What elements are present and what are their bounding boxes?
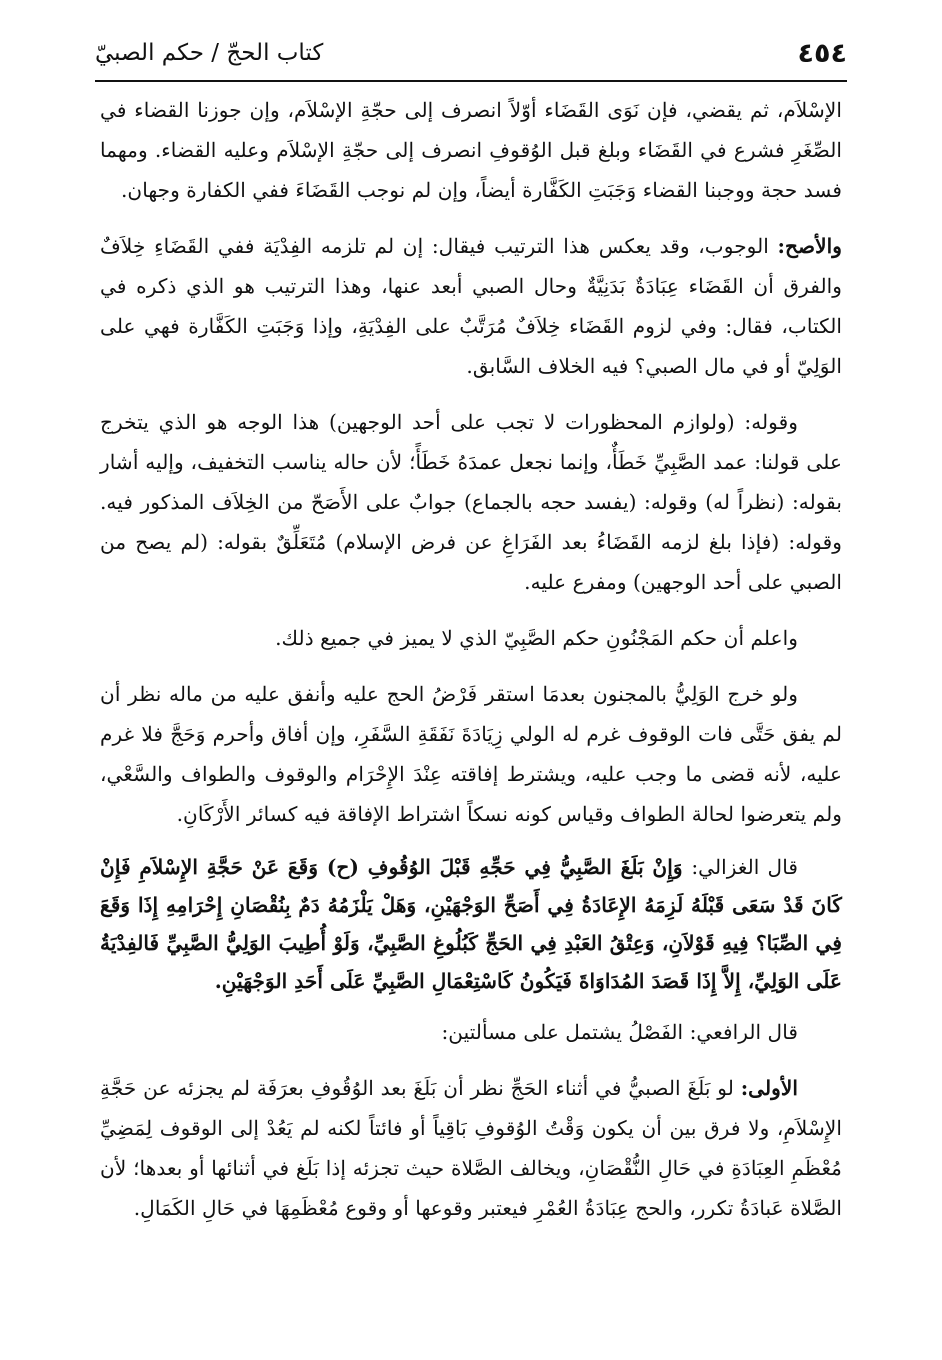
paragraph-2-text: الوجوب، وقد يعكس هذا الترتيب فيقال: إن لم تلزمه الفِدْيَة ففي القَضَاءِ خِلاَفٌ والفرق أن القَضَاء عِبَادَةٌ بَدَنِيَّةٌ وحال الصبي أبعد عنها، وهذا الترتيب هو الذي ذكره في الكتاب، فقال: وفي لزوم القَضَاء خِلاَفٌ مُرَتَّبٌ على الفِدْيَةِ، وإذا وَجَبَتِ الكَفَّارة فهي على الوَلِيّ أو في مال الصبي؟ فيه الخلاف السَّابق. (100, 234, 842, 378)
page-header (95, 38, 847, 78)
paragraph-3: وقوله: (ولوازم المحظورات لا تجب على أحد الوجهين) هذا الوجه هو الذي يتخرج على قولنا: عمد الصَّبِيِّ خَطَأٌ، وإنما نجعل عمدَهُ خَطَأً؛ لأن حاله يناسب التخفيف، وإليه أشار بقوله: (نظراً له) وقوله: (يفسد حجه بالجماع) جوابٌ على الأَصَحّ من الخِلاَف المذكور فيه. وقوله: (فإذا بلغ لزمه القَضَاءُ بعد الفَرَاغِ عن فرض الإسلام) مُتَعَلِّقٌ بقوله: (لم يصح من الصبي على أحد الوجهين) ومفرع عليه. (100, 410, 842, 594)
paragraph-4: واعلم أن حكم المَجْنُونِ حكم الصَّبِيّ الذي لا يميز في جميع ذلك. (275, 626, 798, 650)
page-body (100, 90, 842, 1234)
paragraph-1: الإسْلاَم، ثم يقضي، فإن نَوَى القَضَاء أوّلاً انصرف إلى حجّةِ الإسْلاَم، وإن جوزنا القضاء في الصِّغَرِ فشرع في القَضَاء وبلغ قبل الوُقوفِ انصرف إلى حجّةِ الإسْلاَم وعليه القضاء. ومهما فسد حجة ووجبنا القضاء وَجَبَتِ الكَفَّارة أيضاً، وإن لم نوجب القَضَاءَ ففي الكفارة وجهان. (100, 98, 842, 202)
paragraph-2 (100, 226, 842, 386)
ghazali-lead: قال الغزالي: (691, 855, 799, 879)
header-rule (95, 80, 847, 82)
rafii-line: قال الرافعي: الفَصْلُ يشتمل على مسألتين: (441, 1020, 798, 1044)
paragraph-6-lead: الأولى: (740, 1076, 798, 1100)
paragraph-2-lead: والأصح: (777, 234, 842, 258)
paragraph-6-text: لو بَلَغَ الصبيُّ في أثناء الحَجِّ نظر أن بَلَغَ بعد الوُقُوفِ بعرَفَة لم يجزئه عن حَجَّةِ الإِسْلاَمِ، ولا فرق بين أن يكون وَقْتُ الوُقوفِ بَاقِياً أو فائتاً لكنه لم يَعُدْ إلى الوقوف لِمَضِيِّ مُعْظَمِ العِبَادَةِ في حَالِ النُّقْصَانِ، ويخالف الصَّلاة حيث تجزئه إذا بَلَغ في أثنائها أو بعدها؛ لأن الصَّلاة عَبادَةُ تكرر، والحج عِبَادَةُ العُمْرِ فيعتبر وقوعها أو وقوع مُعْظَمِهَا في حَالِ الكَمَالِ. (100, 1076, 842, 1220)
ghazali-quote (100, 848, 842, 1000)
ghazali-text: وَإِنْ بَلَغَ الصَّبِيُّ فِي حَجِّهِ قَبْلَ الوُقُوفِ (ح) وَقَعَ عَنْ حَجَّةِ الإِسْلاَمِ فَإِنْ كَانَ قَدْ سَعَى قَبْلَهُ لَزِمَهُ الإِعَادَةُ فِي أَصَحِّ الوَجْهَيْنِ، وَهَلْ يَلْزَمُهُ دَمٌ بِنُقْصَانِ إِحْرَامِهِ إِذَا وَقَعَ فِي الصِّبَا؟ فِيهِ قَوْلاَنِ، وَعِتْقُ العَبْدِ فِي الحَجِّ كَبُلُوغِ الصَّبِيِّ، وَلَوْ أُطِيبَ الوَلِيُّ الصَّبِيِّ فَالفِدْيَةُ عَلَى الوَلِيِّ، إِلاَّ إِذَا قَصَدَ المُدَاوَاةَ فَيَكُونُ كَاسْتِعْمَالِ الصَّبِيِّ عَلَى أَحَدِ الوَجْهَيْنِ. (100, 855, 842, 993)
paragraph-5: ولو خرج الوَلِيُّ بالمجنون بعدمَا استقر فَرْضُ الحج عليه وأنفق عليه من ماله نظر أن لم يفق حَتَّى فات الوقوف غرم له الولي زِيَادَةَ نَفَقَةِ السَّفَرِ، وإن أفاق وأحرم وَحَجَّ فلا غرم عليه، لأنه قضى ما وجب عليه، ويشترط إفاقته عِنْدَ الإِحْرَام والوقوف والطواف والسَّعْي، ولم يتعرضوا لحالة الطواف وقياس كونه نسكاً اشتراط الإفاقة فيه كسائر الأَرْكَانِ. (100, 682, 842, 826)
running-title: كتاب الحجّ / حكم الصبيّ (95, 40, 324, 66)
page-number: ٤٥٤ (797, 38, 847, 69)
paragraph-6 (100, 1068, 842, 1228)
